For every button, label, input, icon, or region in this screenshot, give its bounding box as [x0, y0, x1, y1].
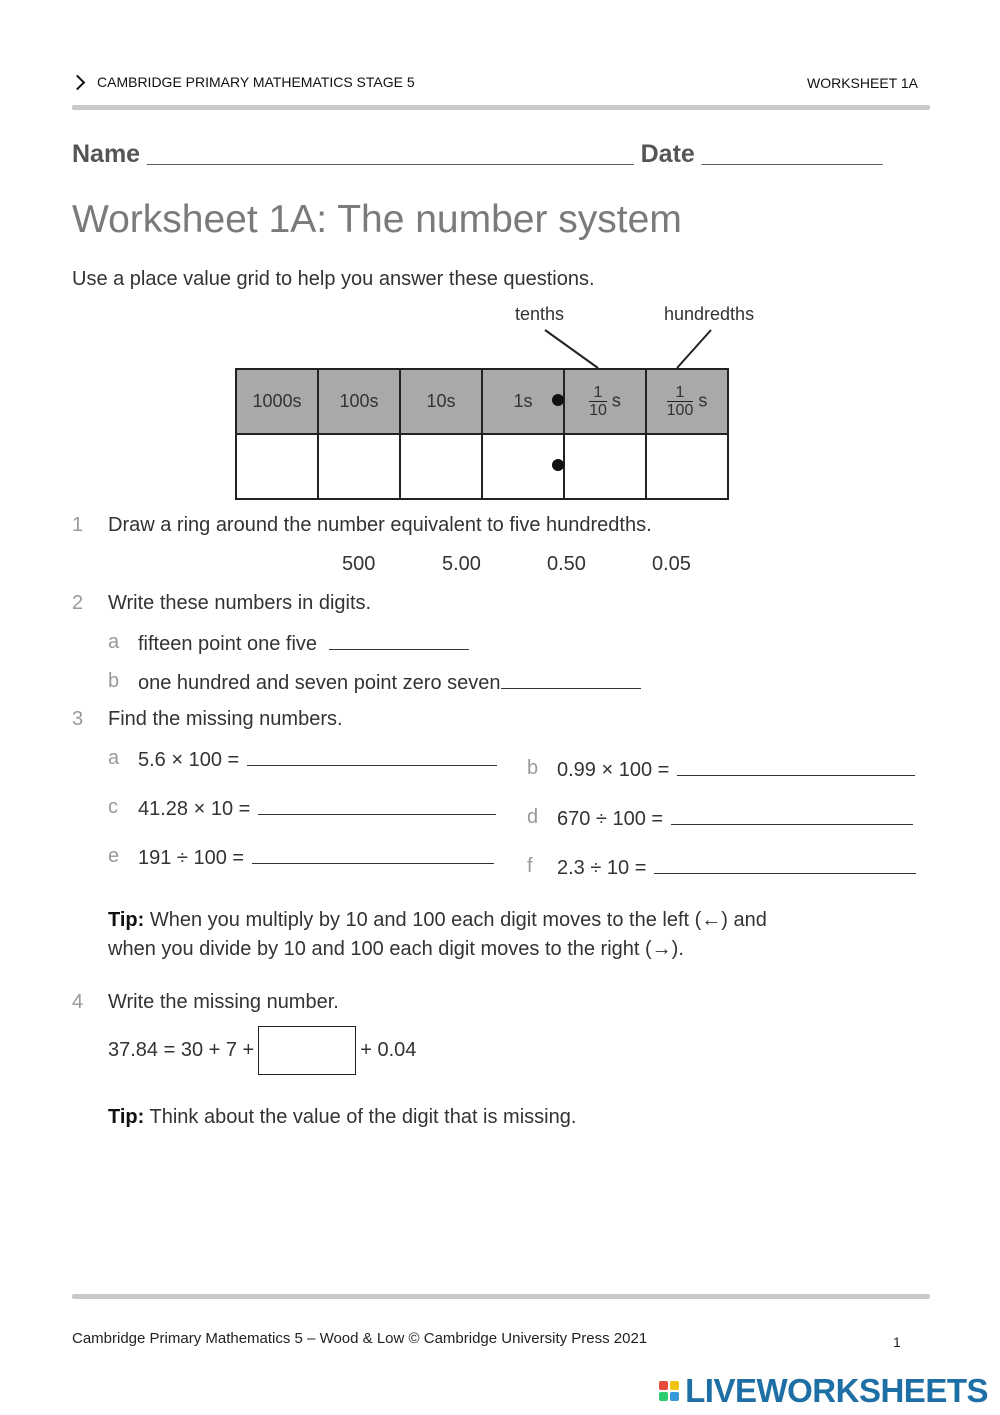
q3f-letter: f [527, 855, 533, 877]
fraction-numerator: 1 [675, 384, 685, 401]
q3c-text: 41.28 × 10 = [138, 798, 251, 820]
q3a-letter: a [108, 747, 120, 769]
grid-header-hundredths [646, 369, 728, 434]
decimal-point-dot-bottom [552, 459, 564, 471]
q4-equation-left: 37.84 = 30 + 7 + [108, 1038, 255, 1061]
question-3-number: 3 [72, 708, 84, 730]
q2a-text: fifteen point one five [138, 633, 318, 655]
grid-cell [564, 434, 646, 499]
tip-1-label: Tip: [108, 909, 145, 931]
liveworksheets-wordmark: LIVEWORKSHEETS [685, 1372, 988, 1409]
grid-header-1s: 1s [482, 369, 564, 434]
q2b-letter: b [108, 670, 120, 692]
grid-header-tenths [564, 369, 646, 434]
liveworksheets-logo [659, 1372, 988, 1410]
question-4-text: Write the missing number. [108, 991, 339, 1013]
q3a-row [138, 747, 497, 772]
tip-1-line-1 [108, 906, 767, 935]
fraction-hundredths [667, 384, 694, 419]
tip-1-line-2: when you divide by 10 and 100 each digit moves to the right (→). [108, 938, 684, 960]
decimal-point-dot-top [552, 394, 564, 406]
q3f-answer-blank[interactable] [654, 855, 916, 874]
q2b-text: one hundred and seven point zero seven [138, 672, 501, 694]
tip-1 [108, 906, 767, 964]
tip-2-text: Think about the value of the digit that is missing. [149, 1106, 577, 1128]
hundredths-pointer [677, 330, 711, 368]
fraction-denominator: 10 [589, 402, 607, 419]
q3e-row [138, 845, 494, 870]
q3b-text: 0.99 × 100 = [557, 759, 670, 781]
q3a-text: 5.6 × 100 = [138, 749, 240, 771]
grid-cell [318, 434, 400, 499]
q4-equation-right: + 0.04 [360, 1038, 417, 1061]
grid-header-1000s: 1000s [236, 369, 318, 434]
fraction-numerator: 1 [593, 384, 603, 401]
q4-answer-box[interactable] [258, 1026, 356, 1075]
pointer-lines [0, 0, 1000, 420]
tip-1-text-1: When you multiply by 10 and 100 each digit moves to the left (←) and [149, 909, 767, 931]
q1-option-0-05[interactable]: 0.05 [652, 553, 691, 575]
q3a-answer-blank[interactable] [247, 747, 497, 766]
tip-2 [108, 1103, 576, 1132]
fraction-suffix: s [698, 390, 708, 411]
grid-cell [400, 434, 482, 499]
tip-2-label: Tip: [108, 1106, 145, 1128]
q3b-answer-blank[interactable] [677, 757, 915, 776]
q3f-text: 2.3 ÷ 10 = [557, 857, 647, 879]
footer-credit: Cambridge Primary Mathematics 5 – Wood & Low © Cambridge University Press 2021 [72, 1330, 648, 1347]
q2b-answer-blank[interactable] [501, 670, 641, 689]
q3e-text: 191 ÷ 100 = [138, 847, 245, 869]
q3f-row [557, 855, 916, 880]
intro-text: Use a place value grid to help you answer these questions. [72, 268, 595, 290]
question-2-text: Write these numbers in digits. [108, 592, 372, 614]
q2b-row [138, 670, 641, 695]
question-1-text: Draw a ring around the number equivalent to five hundredths. [108, 514, 652, 536]
q3c-letter: c [108, 796, 118, 818]
q3e-answer-blank[interactable] [252, 845, 494, 864]
worksheet-id: WORKSHEET 1A [807, 75, 918, 91]
footer-divider [72, 1294, 930, 1299]
question-1-number: 1 [72, 514, 84, 536]
tenths-pointer [545, 330, 598, 368]
q1-option-500[interactable]: 500 [342, 553, 376, 575]
q3d-text: 670 ÷ 100 = [557, 808, 664, 830]
q3b-row [557, 757, 915, 782]
grid-header-row [236, 369, 728, 434]
question-4-number: 4 [72, 991, 84, 1013]
liveworksheets-mark-icon [659, 1381, 679, 1401]
q3c-answer-blank[interactable] [258, 796, 496, 815]
question-3-text: Find the missing numbers. [108, 708, 343, 730]
q3d-row [557, 806, 913, 831]
q1-option-0-50[interactable]: 0.50 [547, 553, 586, 575]
q3e-letter: e [108, 845, 120, 867]
page-number: 1 [893, 1334, 901, 1350]
question-2-number: 2 [72, 592, 84, 614]
q3d-answer-blank[interactable] [671, 806, 913, 825]
label-tenths: tenths [515, 304, 565, 324]
name-date-line: Name ___________________________________ Date _____________ [72, 140, 883, 168]
place-value-grid [235, 368, 729, 500]
grid-header-100s: 100s [318, 369, 400, 434]
fraction-suffix: s [611, 390, 621, 411]
q3d-letter: d [527, 806, 539, 828]
fraction-tenths [589, 384, 607, 419]
q3c-row [138, 796, 496, 821]
q1-option-5-00[interactable]: 5.00 [442, 553, 481, 575]
q2a-answer-blank[interactable] [329, 631, 469, 650]
label-hundredths: hundredths [664, 304, 755, 324]
fraction-denominator: 100 [666, 402, 694, 419]
q4-equation [108, 1026, 416, 1075]
grid-cell [646, 434, 728, 499]
grid-empty-row [236, 434, 728, 499]
q2a-row [138, 631, 469, 656]
grid-header-10s: 10s [400, 369, 482, 434]
q2a-letter: a [108, 631, 120, 653]
q3b-letter: b [527, 757, 539, 779]
grid-cell [236, 434, 318, 499]
page-title: Worksheet 1A: The number system [72, 198, 682, 241]
series-title: CAMBRIDGE PRIMARY MATHEMATICS STAGE 5 [97, 74, 415, 90]
